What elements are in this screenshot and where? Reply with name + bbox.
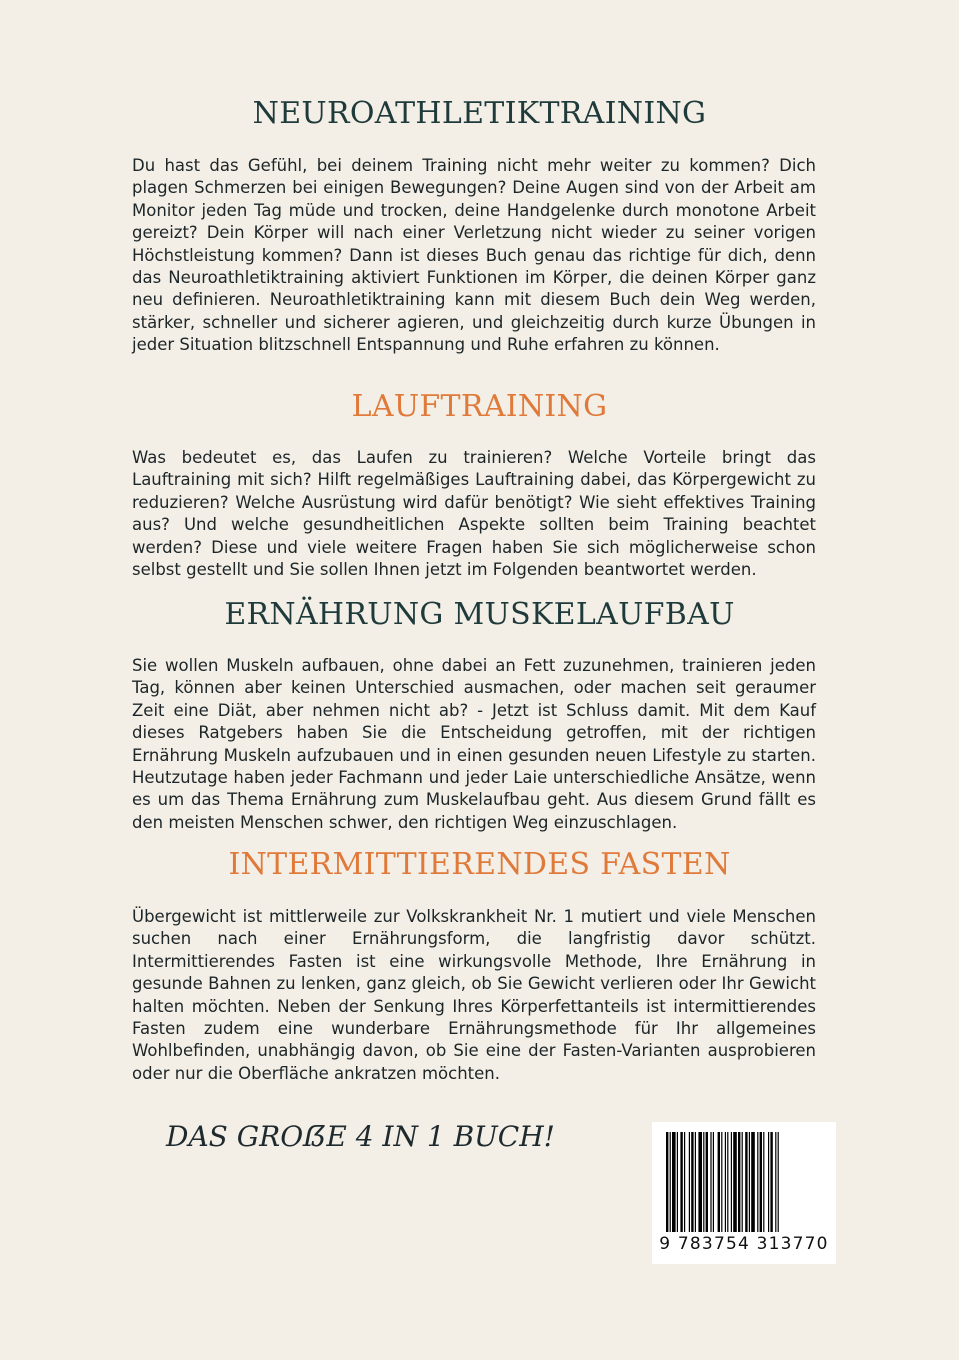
barcode-bar — [760, 1132, 762, 1232]
barcode-bar — [751, 1132, 755, 1232]
barcode-bar — [695, 1132, 696, 1232]
barcode-bar — [731, 1132, 732, 1232]
barcode-bar — [763, 1132, 764, 1232]
section-text-lauftraining: Was bedeutet es, das Laufen zu trainieren? Welche Vorteile bringt das Lauftraining mit sich? Hilft regelmäßiges Lauftraining dabei, das Körpergewicht zu reduzieren? Welche Ausrüstung wird dafür benötigt? Wie sieht effektives Training aus? Und welche gesundheitlichen Aspekte sollten beim Training beachtet werden? Diese und viele weitere Fragen haben Sie sich möglicherweise schon selbst gestellt und Sie sollen Ihnen jetzt im Folgenden beantwortet werden. — [132, 448, 816, 580]
section-title-lauftraining: LAUFTRAINING — [351, 389, 608, 424]
barcode-bar — [684, 1132, 685, 1232]
section-title-neuroathletiktraining: NEUROATHLETIKTRAINING — [252, 96, 707, 131]
barcode-bar — [698, 1132, 702, 1232]
barcode-bar — [768, 1132, 769, 1232]
section-title-ernaehrung-muskelaufbau: ERNÄHRUNG MUSKELAUFBAU — [224, 597, 735, 632]
barcode-bar — [666, 1132, 668, 1232]
barcode-bar — [670, 1132, 671, 1232]
barcode-bar — [691, 1132, 693, 1232]
barcode-number: 9 783754 313770 — [659, 1234, 829, 1254]
barcode-bar — [775, 1132, 776, 1232]
barcode-bar — [733, 1132, 737, 1232]
barcode-bar — [770, 1132, 772, 1232]
section-text-ernaehrung-muskelaufbau: Sie wollen Muskeln aufbauen, ohne dabei an Fett zuzunehmen, trainieren jeden Tag, können aber keinen Unterschied ausmachen, oder machen seit geraumer Zeit eine Diät, aber nehmen nicht ab? - Jetzt ist Schluss damit. Mit dem Kauf dieses Ratgebers haben Sie die Entscheidung getroffen, mit der richtigen Ernährung Muskeln aufzubauen und in einen gesunden neuen Lifestyle zu starten. Heutzutage haben jeder Fachmann und jeder Laie unterschiedliche Ansätze, wenn es um das Thema Ernährung zum Muskelaufbau geht. Aus diesem Grund fällt es den meisten Menschen schwer, den richtigen Weg einzuschlagen. — [132, 656, 816, 832]
barcode-bar — [706, 1132, 708, 1232]
barcode-bar — [689, 1132, 690, 1232]
barcode-bar — [757, 1132, 758, 1232]
barcode-bar — [677, 1132, 678, 1232]
section-text-intermittierendes-fasten: Übergewicht ist mittlerweile zur Volkskrankheit Nr. 1 mutiert und viele Menschen suchen nach einer Ernährungsform, die langfristig davor schützt. Intermittierendes Fasten ist eine wirkungsvolle Methode, Ihre Ernährung in gesunde Bahnen zu lenken, ganz gleich, ob Sie Gewicht verlieren oder Ihr Gewicht halten möchten. Neben der Senkung Ihres Körperfettanteils ist intermittierendes Fasten zudem eine wunderbare Ernährungsmethode für Ihr allgemeines Wohlbefinden, unabhängig davon, ob Sie eine der Fasten-Varianten ausprobieren oder nur die Oberfläche ankratzen möchten. — [132, 907, 816, 1083]
barcode-bar — [742, 1132, 743, 1232]
barcode-bar — [672, 1132, 676, 1232]
barcode-bar — [713, 1132, 714, 1232]
isbn-barcode — [652, 1122, 836, 1264]
barcode-bar — [749, 1132, 750, 1232]
barcode-bar — [710, 1132, 711, 1232]
tagline: DAS GROẞE 4 IN 1 BUCH! — [166, 1120, 555, 1153]
section-title-intermittierendes-fasten: INTERMITTIERENDES FASTEN — [228, 847, 731, 882]
barcode-bar — [725, 1132, 726, 1232]
barcode-bar — [718, 1132, 720, 1232]
barcode-bar — [738, 1132, 740, 1232]
barcode-bar — [745, 1132, 747, 1232]
barcode-bar — [727, 1132, 728, 1232]
section-text-neuroathletiktraining: Du hast das Gefühl, bei deinem Training nicht mehr weiter zu kommen? Dich plagen Schmerzen bei einigen Bewegungen? Deine Augen sind von der Arbeit am Monitor jeden Tag müde und trocken, deine Handgelenke durch monotone Arbeit gereizt? Dein Körper will nach einer Verletzung nicht wieder zu seiner vorigen Höchstleistung kommen? Dann ist dieses Buch genau das richtige für dich, denn das Neuroathletiktraining aktiviert Funktionen im Körper, die deinen Körper ganz neu definieren. Neuroathletiktraining kann mit diesem Buch dein Weg werden, stärker, schneller und sicherer agieren, und gleichzeitig durch kurze Übungen in jeder Situation blitzschnell Entspannung und Ruhe erfahren zu können. — [132, 156, 816, 355]
barcode-bar — [721, 1132, 722, 1232]
barcode-bars — [666, 1132, 822, 1232]
barcode-bar — [680, 1132, 682, 1232]
barcode-bar — [703, 1132, 704, 1232]
barcode-bar — [778, 1132, 779, 1232]
